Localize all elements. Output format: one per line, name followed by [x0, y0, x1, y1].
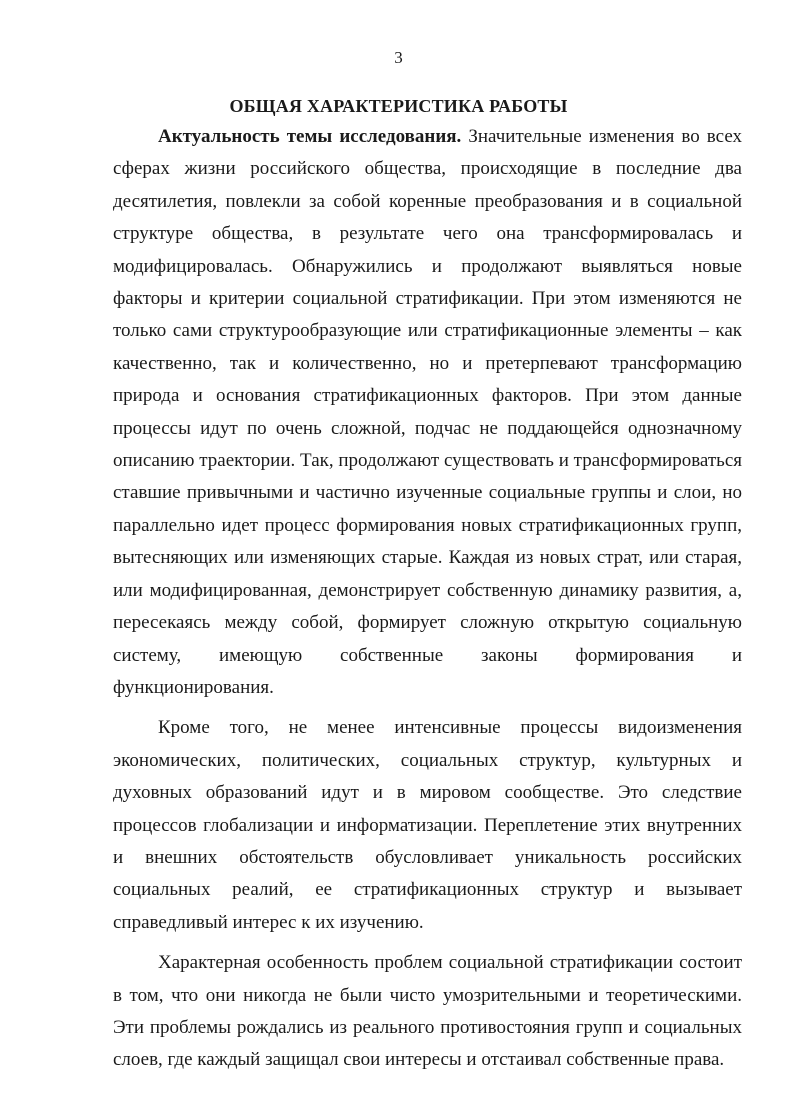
paragraph-global-processes: [113, 712, 742, 939]
paragraph-text: Кроме того, не менее интенсивные процессы видоизменения экономических, политических, социальных структур, культурных и духовных образований идут и в мировом сообществе. Это следствие процессов глобализации и информатизации. Переплетение этих внутренних и внешних обстоятельств обусловливает уникальность российских социальных реалий, ее стратификационных структур и вызывает справедливый интерес к их изучению.: [113, 717, 742, 933]
body-text: [113, 121, 742, 1077]
paragraph-text: Значительные изменения во всех сферах жизни российского общества, происходящие в последние два десятилетия, повлекли за собой коренные преобразования и в социальной структуре общества, в результате чего она трансформировалась и модифицировалась. Обнаружились и продолжают выявляться новые факторы и критерии социальной стратификации. При этом изменяются не только сами структурообразующие или стратификационные элементы – как качественно, так и количественно, но и претерпевают трансформацию природа и основания стратификационных факторов. При этом данные процессы идут по очень сложной, подчас не поддающейся однозначному описанию траектории. Так, продолжают существовать и трансформироваться ставшие привычными и частично изученные социальные группы и слои, но параллельно идет процесс формирования новых стратификационных групп, вытесняющих или изменяющих старые. Каждая из новых страт, или старая, или модифицированная, демонстрирует собственную динамику развития, а, пересекаясь между собой, формирует сложную открытую социальную систему, имеющую собственные законы формирования и функционирования.: [113, 126, 742, 698]
paragraph-stratification-feature: [113, 947, 742, 1077]
page-number: 3: [394, 48, 403, 67]
section-heading: ОБЩАЯ ХАРАКТЕРИСТИКА РАБОТЫ: [229, 96, 568, 116]
paragraph-relevance: [113, 121, 742, 704]
paragraph-lead: Актуальность темы исследования.: [158, 126, 462, 147]
paragraph-text: Характерная особенность проблем социальной стратификации состоит в том, что они никогда не были чисто умозрительными и теоретическими. Эти проблемы рождались из реального противостояния групп и социальных слоев, где каждый защищал свои интересы и отстаивал собственные права.: [113, 952, 742, 1071]
